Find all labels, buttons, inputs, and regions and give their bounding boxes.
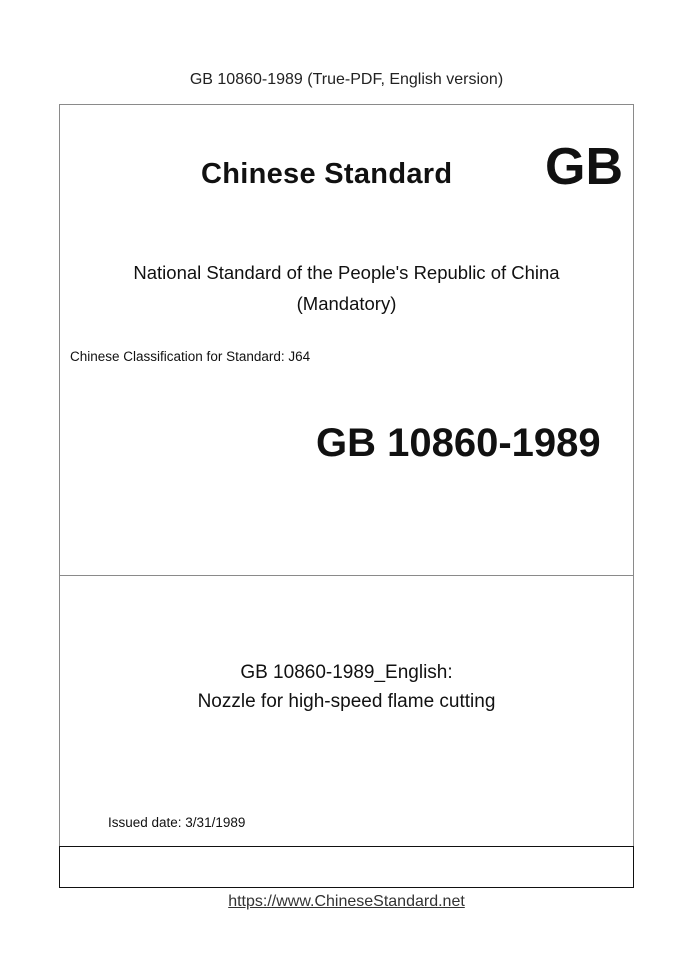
standard-number: GB 10860-1989 <box>316 421 601 465</box>
page-header: GB 10860-1989 (True-PDF, English version) <box>189 71 504 88</box>
document-title <box>0 658 693 716</box>
brand-text: Chinese Standard <box>201 158 453 190</box>
gb-mark: GB <box>545 138 623 196</box>
footer-link[interactable]: https://www.ChineseStandard.net <box>228 893 465 910</box>
title-line-2: Nozzle for high-speed flame cutting <box>197 691 496 712</box>
issued-date: Issued date: 3/31/1989 <box>108 815 246 830</box>
cover-footer-box <box>59 846 634 888</box>
national-line-1: National Standard of the People's Republic of China <box>133 262 560 283</box>
national-standard-heading <box>0 257 693 319</box>
title-line-1: GB 10860-1989_English: <box>240 662 453 683</box>
classification-text: Chinese Classification for Standard: J64 <box>70 349 311 364</box>
national-line-2: (Mandatory) <box>296 293 397 314</box>
